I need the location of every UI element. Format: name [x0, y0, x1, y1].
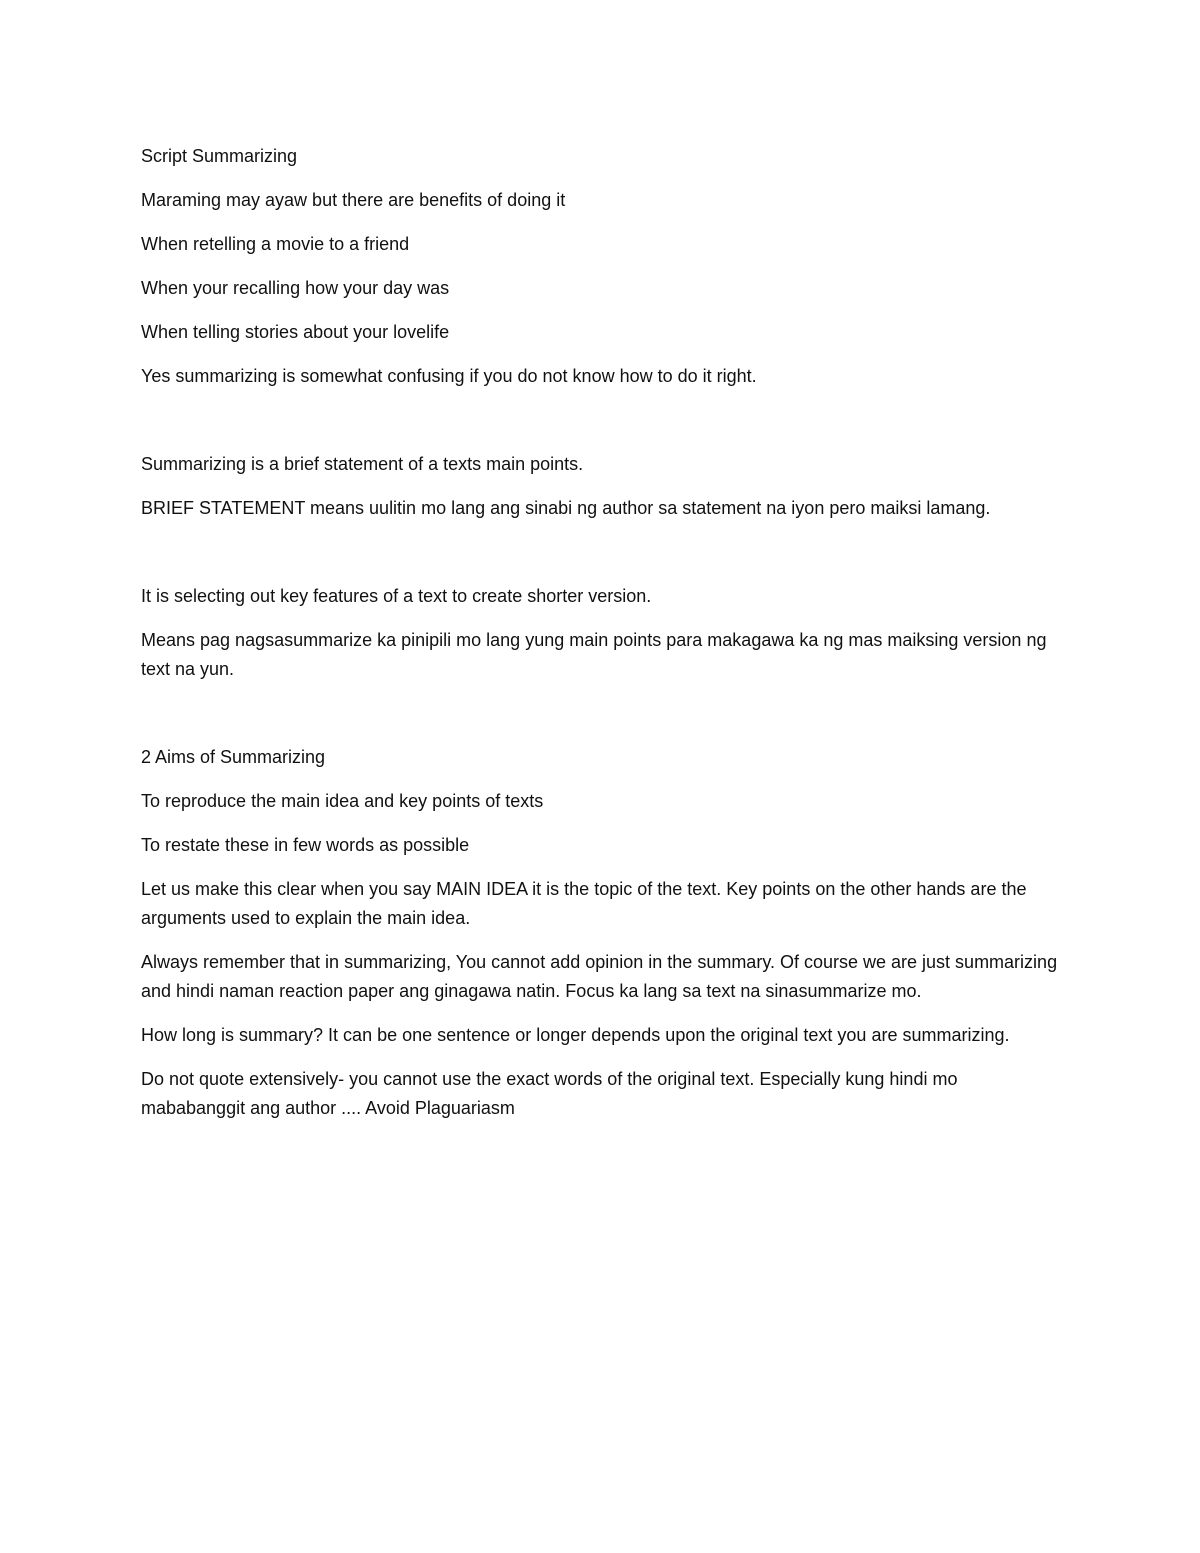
intro-line-3: When your recalling how your day was: [141, 278, 450, 298]
aims-heading: 2 Aims of Summarizing: [141, 747, 326, 767]
section-spacer: [141, 538, 1061, 582]
intro-line-2: When retelling a movie to a friend: [141, 234, 410, 254]
aims-line-3: Let us make this clear when you say MAIN IDEA it is the topic of the text. Key points on the other hands are the arguments used to explain the main idea.: [141, 879, 1027, 928]
definition-line-1: Summarizing is a brief statement of a texts main points.: [141, 454, 584, 474]
aims-line-2: To restate these in few words as possible: [141, 835, 470, 855]
document-title: Script Summarizing: [141, 146, 298, 166]
selection-line-1: It is selecting out key features of a text to create shorter version.: [141, 586, 652, 606]
aims-line-1: To reproduce the main idea and key points of texts: [141, 791, 544, 811]
intro-line-5: Yes summarizing is somewhat confusing if you do not know how to do it right.: [141, 366, 757, 386]
selection-line-2: Means pag nagsasummarize ka pinipili mo lang yung main points para makagawa ka ng mas maiksing version ng text na yun.: [141, 630, 1047, 679]
definition-line-2: BRIEF STATEMENT means uulitin mo lang ang sinabi ng author sa statement na iyon pero maiksi lamang.: [141, 498, 991, 518]
intro-line-4: When telling stories about your lovelife: [141, 322, 450, 342]
section-spacer: [141, 699, 1061, 743]
aims-line-4: Always remember that in summarizing, You cannot add opinion in the summary. Of course we are just summarizing and hindi naman reaction paper ang ginagawa natin. Focus ka lang sa text na sinasummarize mo.: [141, 952, 1058, 1001]
section-spacer: [141, 406, 1061, 450]
aims-line-6: Do not quote extensively- you cannot use the exact words of the original text. Especially kung hindi mo mababanggit ang author .... Avoid Plaguariasm: [141, 1069, 958, 1118]
document-body: [141, 142, 1061, 1138]
intro-line-1: Maraming may ayaw but there are benefits of doing it: [141, 190, 566, 210]
aims-line-5: How long is summary? It can be one sentence or longer depends upon the original text you are summarizing.: [141, 1025, 1010, 1045]
